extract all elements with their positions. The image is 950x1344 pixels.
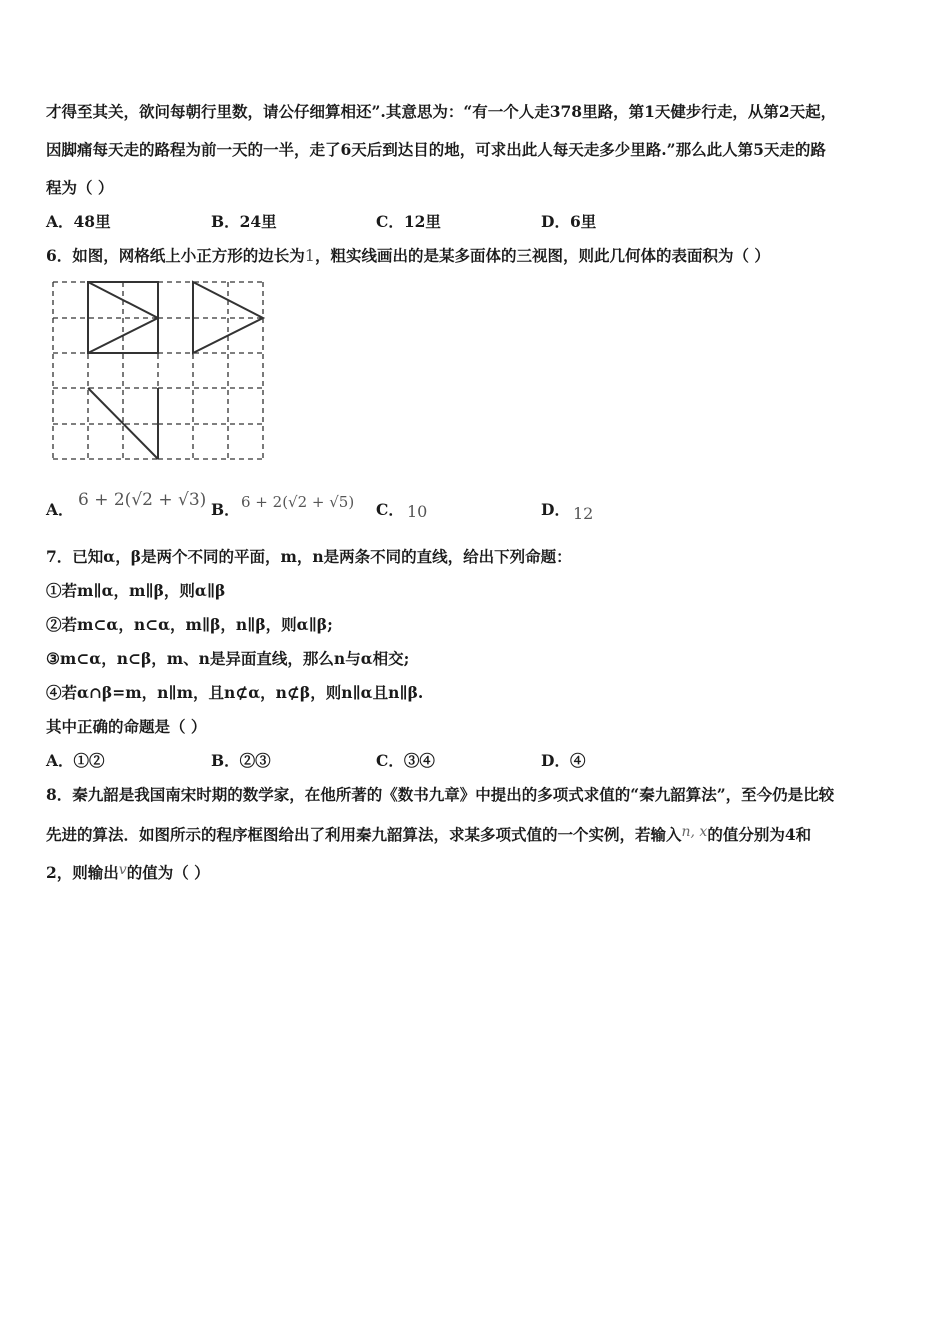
q7-proposition-3: ③m⊂α，n⊂β，m、n是异面直线，那么n与α相交;: [46, 649, 410, 668]
q5-option-b: B．24里: [211, 212, 277, 231]
q8-line-3-text-a: 2，则输出: [46, 863, 119, 882]
q7-proposition-1: ①若m∥α，m∥β，则α∥β: [46, 581, 226, 600]
q5-option-c: C．12里: [376, 212, 441, 231]
q6-option-a-formula: 6 + 2(√2 + √3): [78, 490, 207, 510]
q5-line-3: 程为（ ）: [46, 178, 114, 197]
q8-line-3: [46, 860, 210, 883]
q6-option-d-label: D．: [541, 500, 570, 519]
q8-variable-v: v: [118, 862, 127, 878]
q7-option-c: C．③④: [376, 751, 435, 770]
q6-option-a-label: A．: [46, 500, 74, 519]
q8-line-2-text-a: 先进的算法．如图所示的程序框图给出了利用秦九韶算法，求某多项式值的一个实例，若输入: [46, 825, 682, 844]
q6-stem-b: ，粗实线画出的是某多面体的三视图，则此几何体的表面积为（ ）: [314, 246, 770, 265]
q8-line-3-text-b: 的值为（ ）: [126, 863, 210, 882]
q6-option-c-value: 10: [407, 502, 428, 521]
q5-option-a: A．48里: [46, 212, 111, 231]
q6-stem: [46, 246, 770, 266]
q6-stem-number: 1: [304, 246, 315, 265]
q7-stem: 7．已知α，β是两个不同的平面，m，n是两条不同的直线，给出下列命题：: [46, 547, 572, 566]
q7-question: 其中正确的命题是（ ）: [46, 717, 207, 736]
q6-option-d-value: 12: [573, 504, 594, 523]
q5-line-2: 因脚痛每天走的路程为前一天的一半，走了6天后到达目的地，可求出此人每天走多少里路.”那么此人第5天走的路: [46, 140, 826, 159]
q7-option-d: D．④: [541, 751, 586, 770]
q6-option-b-formula: 6 + 2(√2 + √5): [241, 493, 355, 511]
three-view-diagram: [42, 272, 272, 472]
q6-option-b-label: B．: [211, 500, 240, 519]
q7-option-a: A．①②: [46, 751, 105, 770]
q8-line-2-text-b: 的值分别为4和: [707, 825, 812, 844]
q6-option-c-label: C．: [376, 500, 404, 519]
q5-line-1: 才得至其关，欲问每朝行里数，请公仔细算相还”.其意思为：“有一个人走378里路，第1天健步行走，从第2天起，: [46, 102, 837, 121]
q7-proposition-2: ②若m⊂α，n⊂α，m∥β，n∥β，则α∥β;: [46, 615, 333, 634]
q6-stem-a: 6．如图，网格纸上小正方形的边长为: [46, 246, 305, 265]
q8-line-1: 8．秦九韶是我国南宋时期的数学家，在他所著的《数书九章》中提出的多项式求值的“秦九韶算法”，至今仍是比较: [46, 785, 835, 804]
q7-proposition-4: ④若α∩β=m，n∥m，且n⊄α，n⊄β，则n∥α且n∥β.: [46, 683, 424, 702]
solid-view-lines: [88, 282, 263, 459]
q8-variables-n-x: n, x: [681, 824, 708, 840]
q7-option-b: B．②③: [211, 751, 271, 770]
q5-option-d: D．6里: [541, 212, 597, 231]
q8-line-2: [46, 822, 811, 845]
